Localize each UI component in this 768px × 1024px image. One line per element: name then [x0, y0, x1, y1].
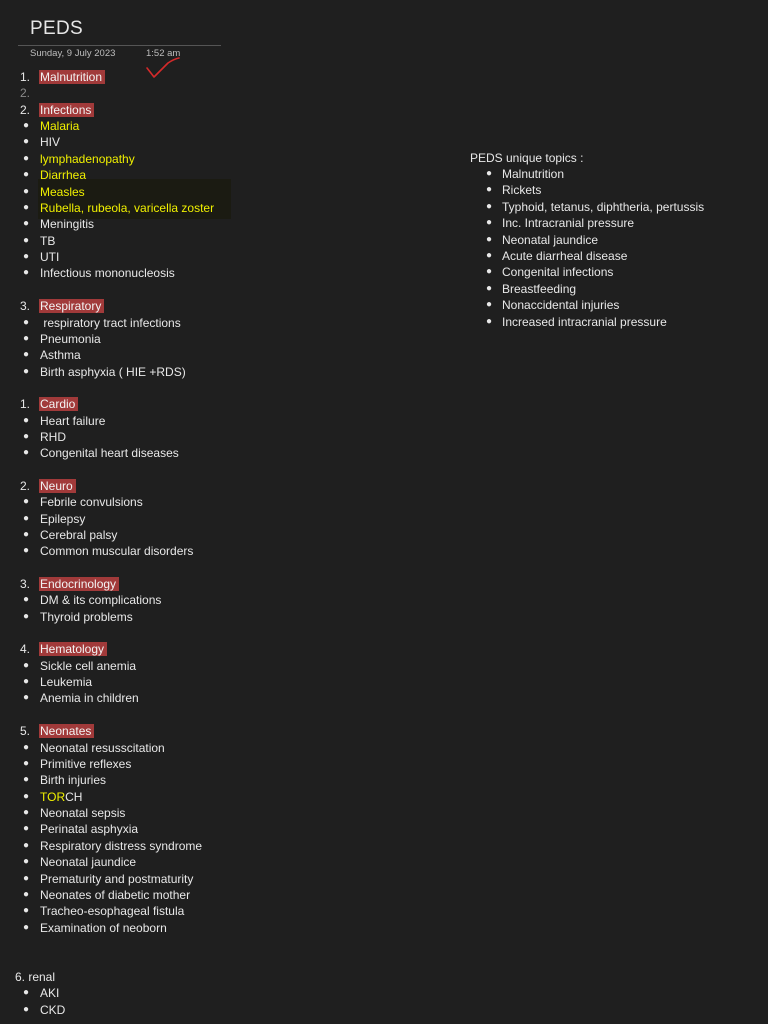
heading-label: Neuro: [39, 479, 76, 493]
torch-rest: CH: [65, 790, 83, 804]
item-text: Acute diarrheal disease: [502, 249, 628, 263]
item-text: Rickets: [502, 183, 542, 197]
list-number: 3.: [20, 577, 31, 591]
item-text: UTI: [40, 250, 60, 264]
item-text: Infectious mononucleosis: [40, 266, 175, 280]
item-text: Heart failure: [40, 414, 106, 428]
item-text: AKI: [40, 986, 60, 1000]
item-text: respiratory tract infections: [40, 316, 181, 330]
item-text: Anemia in children: [40, 691, 139, 705]
title-divider: [18, 45, 221, 46]
heading-label: Cardio: [39, 397, 78, 411]
item-text: Neonates of diabetic mother: [40, 888, 191, 902]
item-text: Neonatal jaundice: [40, 855, 137, 869]
item-text: Common muscular disorders: [40, 544, 194, 558]
item-text: CKD: [40, 1003, 66, 1017]
list-number: 4.: [20, 642, 31, 656]
heading-label: Hematology: [39, 642, 107, 656]
list-number: 2.: [20, 479, 31, 493]
item-text: Congenital infections: [502, 265, 614, 279]
item-text: Perinatal asphyxia: [40, 822, 139, 836]
list-number: 5.: [20, 724, 31, 738]
list-number: 3.: [20, 299, 31, 313]
item-text: Asthma: [40, 348, 81, 362]
item-text: Congenital heart diseases: [40, 446, 179, 460]
item-text: Respiratory distress syndrome: [40, 839, 203, 853]
item-text: Epilepsy: [40, 512, 86, 526]
item-text: Examination of neoborn: [40, 921, 167, 935]
heading-label: Respiratory: [39, 299, 104, 313]
item-text: Primitive reflexes: [40, 757, 132, 771]
item-text: Pneumonia: [40, 332, 101, 346]
list-number: 1.: [20, 70, 31, 84]
item-text: Prematurity and postmaturity: [40, 872, 194, 886]
item-text: Birth asphyxia ( HIE +RDS): [40, 365, 186, 379]
item-text: Febrile convulsions: [40, 495, 143, 509]
item-text: Diarrhea: [40, 168, 87, 182]
item-text: Neonatal jaundice: [502, 233, 599, 247]
heading-label: Malnutrition: [39, 70, 105, 84]
item-text: Tracheo-esophageal fistula: [40, 904, 185, 918]
page-date: Sunday, 9 July 2023: [30, 48, 116, 59]
heading-label: 6. renal: [15, 970, 56, 984]
unique-topics-heading: PEDS unique topics :: [470, 151, 584, 165]
list-number: 2.: [20, 103, 31, 117]
item-text: Neonatal sepsis: [40, 806, 126, 820]
item-text: TB: [40, 234, 56, 248]
item-text: RHD: [40, 430, 66, 444]
item-text: HIV: [40, 135, 61, 149]
item-text: DM & its complications: [40, 593, 162, 607]
item-text: Leukemia: [40, 675, 93, 689]
page-title: PEDS: [30, 18, 83, 39]
list-number: 2.: [20, 86, 31, 100]
checkmark-icon: [144, 56, 184, 82]
item-text: Measles: [40, 185, 85, 199]
item-text: Malaria: [40, 119, 80, 133]
item-text: Typhoid, tetanus, diphtheria, pertussis: [502, 200, 705, 214]
item-text: Nonaccidental injuries: [502, 298, 620, 312]
item-text: Birth injuries: [40, 773, 107, 787]
page-time: 1:52 am: [146, 48, 181, 59]
torch-highlight: TOR: [40, 790, 66, 804]
item-text: Neonatal resusscitation: [40, 741, 165, 755]
item-text: Rubella, rubeola, varicella zoster: [40, 201, 215, 215]
item-text: Increased intracranial pressure: [502, 315, 667, 329]
item-text: Meningitis: [40, 217, 95, 231]
item-text: Cerebral palsy: [40, 528, 118, 542]
item-text: Inc. Intracranial pressure: [502, 216, 635, 230]
item-text: Thyroid problems: [40, 610, 133, 624]
heading-label: Neonates: [39, 724, 94, 738]
heading-label: Endocrinology: [39, 577, 119, 591]
item-text: Sickle cell anemia: [40, 659, 137, 673]
heading-label: Infections: [39, 103, 94, 117]
list-number: 1.: [20, 397, 31, 411]
item-text: Malnutrition: [502, 167, 565, 181]
item-text: lymphadenopathy: [40, 152, 135, 166]
item-text: Breastfeeding: [502, 282, 577, 296]
